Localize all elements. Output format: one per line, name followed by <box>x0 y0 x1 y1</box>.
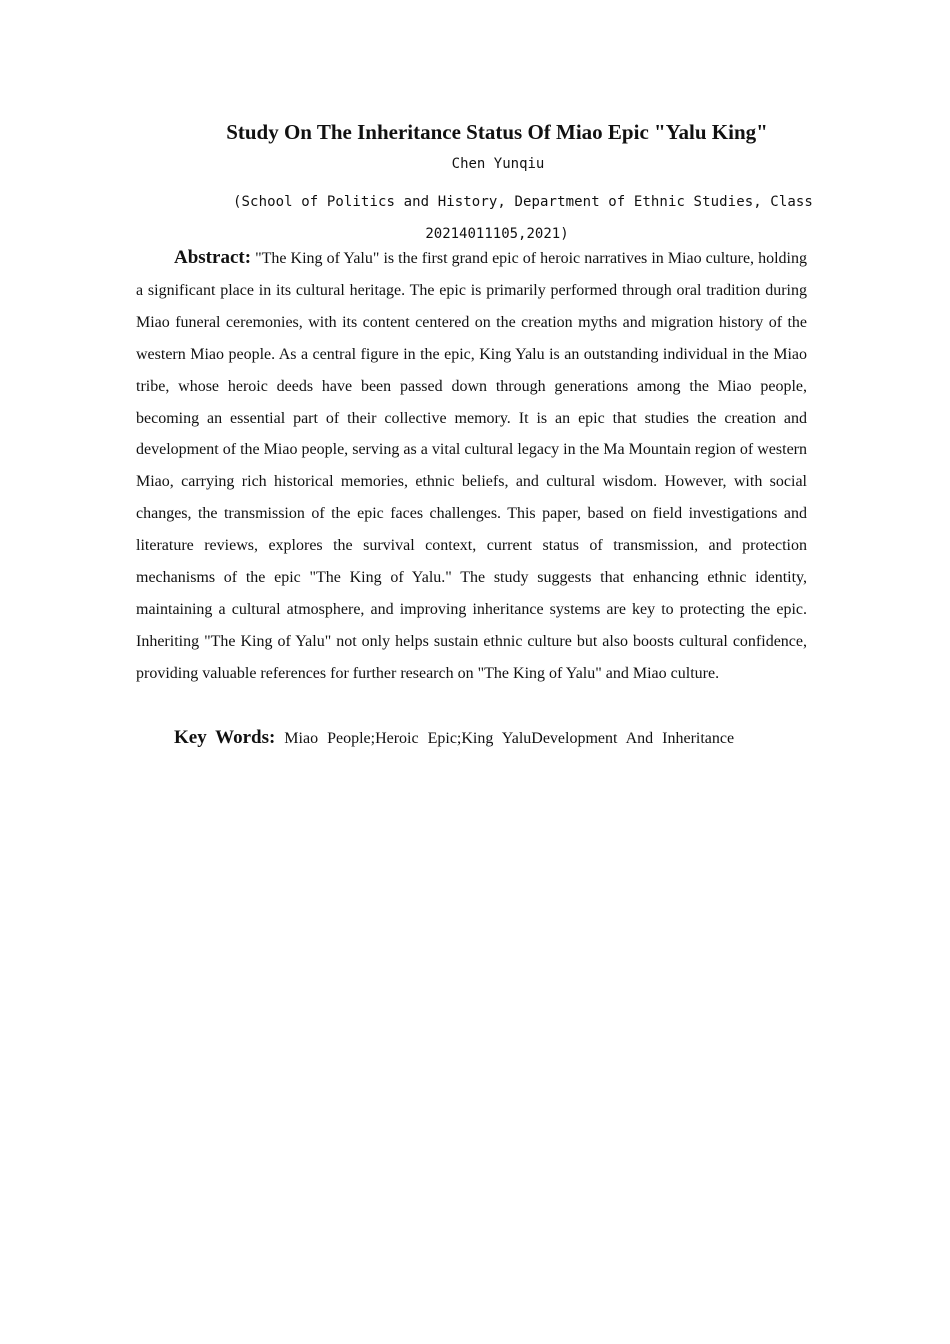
keywords-label: Key Words: <box>174 727 276 748</box>
abstract-text: "The King of Yalu" is the first grand epic of heroic narratives in Miao culture, holding a significant place in its cultural heritage. The epic is primarily performed through oral tradition during Miao funeral ceremonies, with its content centered on the creation myths and migration history of the western Miao people. As a central figure in the epic, King Yalu is an outstanding individual in the Miao tribe, whose heroic deeds have been passed down through generations among the Miao people, becoming an essential part of their collective memory. It is an epic that studies the creation and development of the Miao people, serving as a vital cultural legacy in the Ma Mountain region of western Miao, carrying rich historical memories, ethnic beliefs, and cultural wisdom. However, with social changes, the transmission of the epic faces challenges. This paper, based on field investigations and literature reviews, explores the survival context, current status of transmission, and protection mechanisms of the epic "The King of Yalu." The study suggests that enhancing ethnic identity, maintaining a cultural atmosphere, and improving inheritance systems are key to protecting the epic. Inheriting "The King of Yalu" not only helps sustain ethnic culture but also boosts cultural confidence, providing valuable references for further research on "The King of Yalu" and Miao culture. <box>136 250 807 682</box>
paper-title: Study On The Inheritance Status Of Miao Epic "Yalu King" <box>226 120 768 144</box>
abstract-paragraph <box>136 242 807 690</box>
keywords-paragraph <box>136 722 807 755</box>
abstract-label: Abstract: <box>174 247 252 268</box>
keywords-text: Miao People;Heroic Epic;King YaluDevelopment And Inheritance <box>275 730 735 747</box>
affiliation-line-2: 20214011105,2021) <box>425 226 569 242</box>
affiliation <box>136 186 858 250</box>
affiliation-line-1: (School of Politics and History, Department of Ethnic Studies, Class <box>233 194 813 210</box>
author-name: Chen Yunqiu <box>451 156 545 172</box>
